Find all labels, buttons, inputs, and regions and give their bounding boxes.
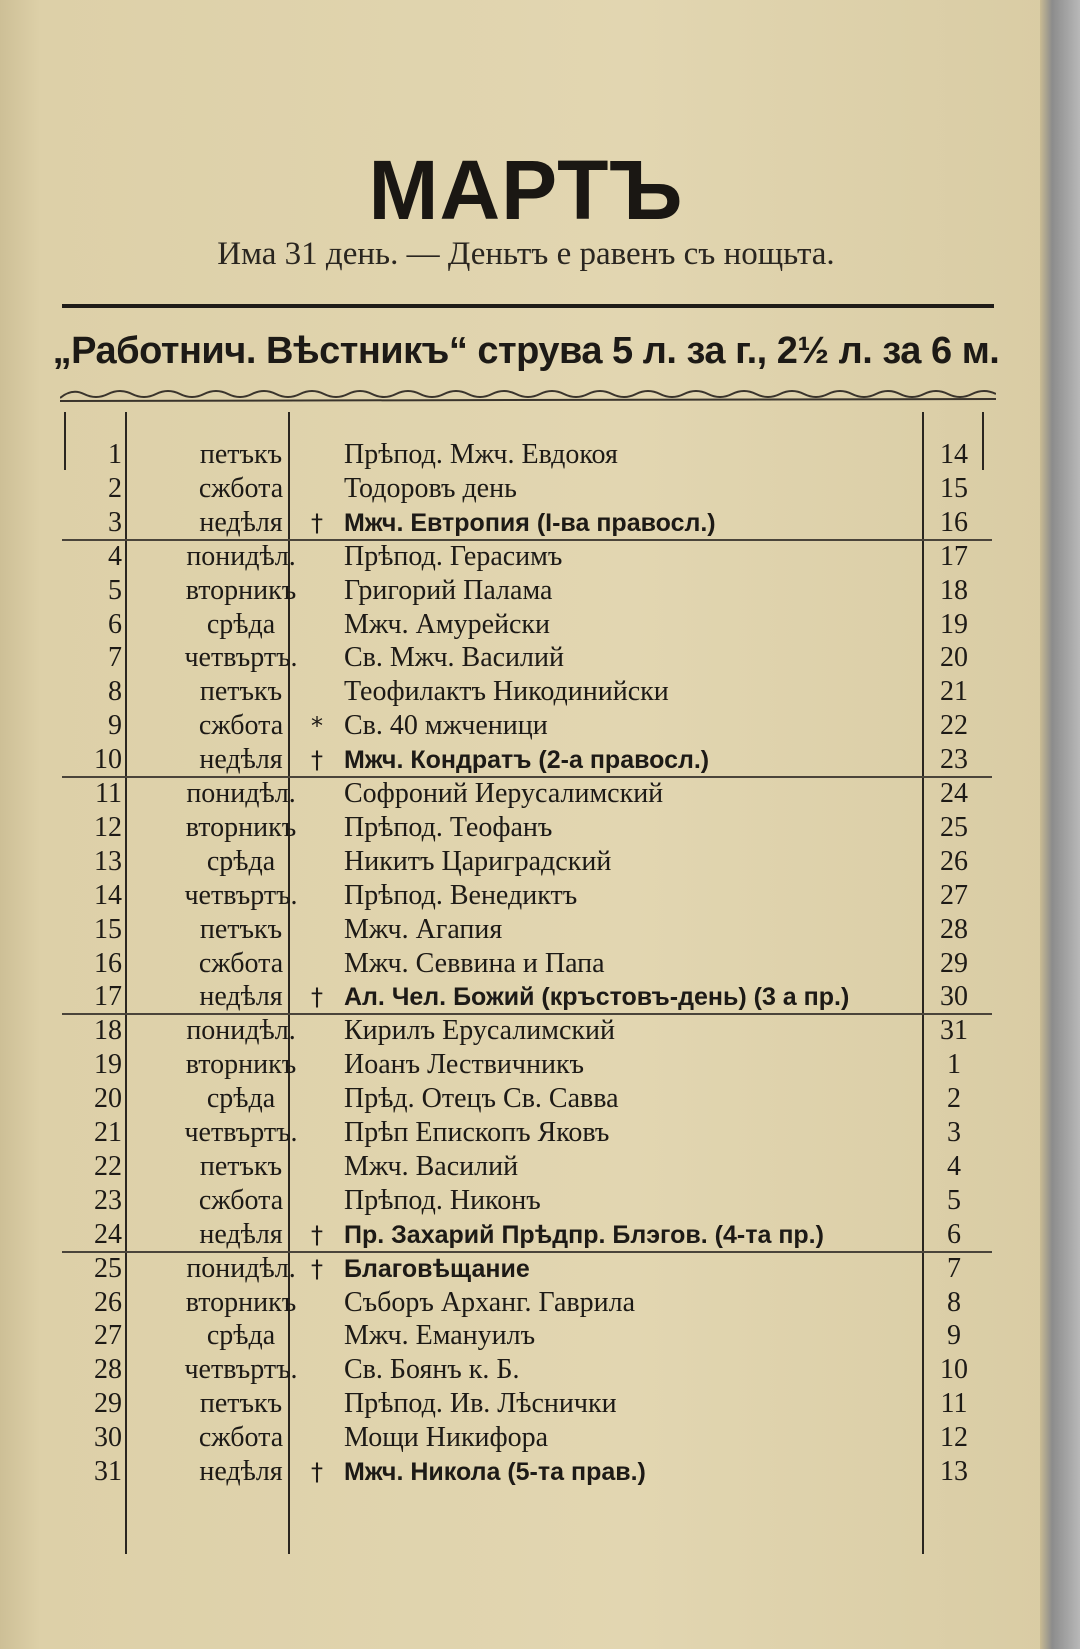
table-row bbox=[62, 980, 992, 1014]
day-number: 26 bbox=[94, 1286, 122, 1318]
table-row bbox=[62, 1252, 992, 1286]
day-number: 29 bbox=[94, 1388, 122, 1420]
table-row bbox=[62, 506, 992, 540]
day-number: 17 bbox=[94, 981, 122, 1013]
table-row bbox=[62, 540, 992, 574]
weekday-name: понидѣл. bbox=[186, 540, 296, 572]
old-style-date: 4 bbox=[947, 1150, 961, 1182]
table-row bbox=[62, 472, 992, 506]
old-style-date: 15 bbox=[940, 472, 968, 504]
table-row bbox=[62, 1048, 992, 1082]
table-row bbox=[62, 811, 992, 845]
saint-name: Ал. Чел. Божий (кръстовъ-день) (3 а пр.) bbox=[344, 983, 850, 1012]
weekday-name: вторникъ bbox=[185, 574, 297, 606]
day-number: 9 bbox=[108, 710, 122, 742]
table-row bbox=[62, 879, 992, 913]
weekday-name: вторникъ bbox=[185, 1286, 297, 1318]
old-style-date: 3 bbox=[947, 1117, 961, 1148]
table-row bbox=[62, 1150, 992, 1184]
cross-icon: † bbox=[311, 1458, 323, 1486]
weekday-name: недѣля bbox=[199, 981, 283, 1013]
old-style-date: 31 bbox=[940, 1015, 968, 1047]
weekday-name: недѣля bbox=[199, 506, 283, 538]
saint-name: Мжч. Агапия bbox=[344, 913, 503, 945]
old-style-date: 10 bbox=[940, 1354, 968, 1386]
table-row bbox=[62, 777, 992, 811]
day-number: 18 bbox=[94, 1015, 122, 1047]
cross-icon: † bbox=[311, 508, 323, 537]
saint-name: Мжч. Севвина и Папа bbox=[344, 947, 605, 979]
table-row bbox=[62, 1014, 992, 1048]
saint-name: Мжч. Евтропия (I-ва правосл.) bbox=[344, 508, 716, 537]
day-number: 10 bbox=[94, 744, 122, 776]
weekday-name: сжбота bbox=[198, 1422, 284, 1454]
weekday-name: вторникъ bbox=[185, 811, 297, 843]
table-row bbox=[62, 845, 992, 879]
saint-name: Св. 40 мжченици bbox=[344, 710, 548, 742]
weekday-name: петъкъ bbox=[199, 439, 283, 470]
saint-name: Прѣпод. Никонъ bbox=[344, 1184, 541, 1216]
saint-name: Благовѣщание bbox=[344, 1254, 530, 1283]
old-style-date: 25 bbox=[940, 811, 968, 843]
saint-name: Пр. Захарий Прѣдпр. Блэгов. (4-та пр.) bbox=[344, 1220, 824, 1249]
day-number: 15 bbox=[94, 913, 122, 945]
day-number: 7 bbox=[108, 642, 122, 674]
table-row bbox=[62, 1082, 992, 1116]
old-style-date: 30 bbox=[940, 981, 968, 1013]
weekday-name: сжбота bbox=[198, 1184, 284, 1216]
saint-name: Кирилъ Ерусалимский bbox=[344, 1015, 615, 1047]
weekday-name: сжбота bbox=[198, 472, 284, 504]
day-number: 3 bbox=[108, 506, 122, 538]
weekday-name: срѣда bbox=[206, 1083, 276, 1115]
day-number: 12 bbox=[94, 811, 122, 843]
asterisk-icon: * bbox=[311, 712, 323, 741]
day-number: 28 bbox=[94, 1354, 122, 1386]
table-row bbox=[62, 438, 992, 472]
weekday-name: четвъртъ. bbox=[184, 879, 298, 911]
saint-name: Мощи Никифора bbox=[344, 1422, 549, 1454]
saint-name: Св. Мжч. Василий bbox=[344, 642, 564, 674]
day-number: 8 bbox=[108, 676, 122, 708]
old-style-date: 20 bbox=[940, 642, 968, 674]
weekday-name: вторникъ bbox=[185, 1049, 297, 1081]
saint-name: Теофилактъ Никодинийски bbox=[344, 676, 669, 708]
table-row bbox=[62, 709, 992, 743]
day-number: 25 bbox=[94, 1252, 122, 1284]
saint-name: Прѣпод. Венедиктъ bbox=[344, 879, 578, 911]
weekday-name: недѣля bbox=[199, 744, 283, 776]
day-number: 21 bbox=[94, 1117, 122, 1148]
weekday-name: понидѣл. bbox=[186, 1015, 296, 1047]
old-style-date: 1 bbox=[947, 1049, 961, 1081]
day-number: 23 bbox=[94, 1184, 122, 1216]
weekday-name: четвъртъ. bbox=[184, 1354, 298, 1386]
old-style-date: 16 bbox=[940, 506, 968, 538]
weekday-name: петъкъ bbox=[199, 913, 283, 945]
weekday-name: петъкъ bbox=[199, 1150, 283, 1182]
table-row bbox=[62, 1184, 992, 1218]
old-style-date: 12 bbox=[940, 1422, 968, 1454]
saint-name: Прѣп Епископъ Яковъ bbox=[344, 1117, 610, 1148]
saint-name: Прѣпод. Герасимъ bbox=[344, 540, 563, 572]
weekday-name: понидѣл. bbox=[186, 1252, 296, 1284]
day-number: 30 bbox=[94, 1422, 122, 1454]
saint-name: Тодоровъ день bbox=[344, 472, 517, 504]
old-style-date: 21 bbox=[940, 676, 968, 708]
table-row bbox=[62, 1319, 992, 1353]
day-number: 27 bbox=[94, 1320, 122, 1352]
old-style-date: 17 bbox=[940, 540, 968, 572]
table-row bbox=[62, 675, 992, 709]
day-number: 20 bbox=[94, 1083, 122, 1115]
table-row bbox=[62, 1286, 992, 1320]
old-style-date: 18 bbox=[940, 574, 968, 606]
old-style-date: 7 bbox=[947, 1252, 961, 1284]
weekday-name: недѣля bbox=[199, 1456, 283, 1487]
old-style-date: 2 bbox=[947, 1083, 961, 1115]
wavy-divider bbox=[60, 384, 996, 404]
saint-name: Мжч. Амурейски bbox=[344, 608, 550, 640]
table-row bbox=[62, 1353, 992, 1387]
table-row bbox=[62, 1218, 992, 1252]
day-number: 11 bbox=[95, 778, 122, 809]
weekday-name: срѣда bbox=[206, 1320, 276, 1352]
table-row bbox=[62, 1421, 992, 1455]
page-title: МАРТЪ bbox=[368, 143, 684, 237]
saint-name: Никитъ Цариградский bbox=[344, 845, 612, 877]
old-style-date: 28 bbox=[940, 913, 968, 945]
day-number: 1 bbox=[108, 439, 122, 470]
saint-name: Прѣпод. Мжч. Евдокоя bbox=[344, 439, 618, 470]
saint-name: Прѣпод. Теофанъ bbox=[344, 811, 553, 843]
weekday-name: четвъртъ. bbox=[184, 642, 298, 674]
saint-name: Мжч. Василий bbox=[344, 1150, 519, 1182]
day-number: 13 bbox=[94, 845, 122, 877]
month-subtitle: Има 31 день. — Деньтъ е равенъ съ нощьта. bbox=[217, 236, 835, 272]
day-number: 2 bbox=[108, 472, 122, 504]
old-style-date: 11 bbox=[940, 1388, 968, 1420]
saint-name: Григорий Палама bbox=[344, 574, 553, 606]
day-number: 5 bbox=[108, 574, 122, 606]
old-style-date: 6 bbox=[947, 1218, 961, 1250]
saint-name: Иоанъ Лествичникъ bbox=[344, 1049, 585, 1081]
subscription-notice: „Работнич. Вѣстникъ“ струва 5 л. за г., 2½ л. за 6 м. bbox=[52, 330, 1000, 372]
saint-name: Съборъ Арханг. Гаврила bbox=[344, 1286, 635, 1318]
table-row bbox=[62, 641, 992, 675]
saint-name: Мжч. Никола (5-та прав.) bbox=[344, 1458, 646, 1486]
old-style-date: 5 bbox=[947, 1184, 961, 1216]
table-row bbox=[62, 913, 992, 947]
divider-rule bbox=[62, 304, 994, 308]
saint-name: Прѣд. Отецъ Св. Савва bbox=[344, 1083, 619, 1115]
day-number: 22 bbox=[94, 1150, 122, 1182]
weekday-name: сжбота bbox=[198, 947, 284, 979]
day-number: 19 bbox=[94, 1049, 122, 1081]
weekday-name: петъкъ bbox=[199, 676, 283, 708]
day-number: 6 bbox=[108, 608, 122, 640]
table-row bbox=[62, 1455, 992, 1489]
table-row bbox=[62, 743, 992, 777]
saint-name: Прѣпод. Ив. Лѣснички bbox=[344, 1388, 617, 1420]
cross-icon: † bbox=[311, 983, 323, 1012]
table-row bbox=[62, 947, 992, 981]
table-row bbox=[62, 1116, 992, 1150]
saint-name: Мжч. Кондратъ (2-а правосл.) bbox=[344, 746, 710, 775]
weekday-name: четвъртъ. bbox=[184, 1117, 298, 1148]
cross-icon: † bbox=[311, 1220, 323, 1249]
weekday-name: срѣда bbox=[206, 608, 276, 640]
old-style-date: 26 bbox=[940, 845, 968, 877]
old-style-date: 24 bbox=[940, 778, 968, 809]
weekday-name: срѣда bbox=[206, 845, 276, 877]
old-style-date: 14 bbox=[940, 439, 968, 470]
day-number: 4 bbox=[108, 540, 122, 572]
day-number: 14 bbox=[94, 879, 122, 911]
table-row bbox=[62, 608, 992, 642]
cross-icon: † bbox=[311, 1254, 323, 1283]
old-style-date: 9 bbox=[947, 1320, 961, 1352]
weekday-name: петъкъ bbox=[199, 1388, 283, 1420]
weekday-name: сжбота bbox=[198, 710, 284, 742]
table-row bbox=[62, 574, 992, 608]
table-row bbox=[62, 1387, 992, 1421]
old-style-date: 22 bbox=[940, 710, 968, 742]
old-style-date: 19 bbox=[940, 608, 968, 640]
old-style-date: 29 bbox=[940, 947, 968, 979]
day-number: 31 bbox=[94, 1456, 122, 1487]
saint-name: Св. Боянъ к. Б. bbox=[344, 1354, 520, 1386]
old-style-date: 27 bbox=[940, 879, 968, 911]
day-number: 24 bbox=[94, 1218, 122, 1250]
weekday-name: понидѣл. bbox=[186, 778, 296, 809]
cross-icon: † bbox=[311, 746, 323, 775]
old-style-date: 13 bbox=[940, 1456, 968, 1487]
day-number: 16 bbox=[94, 947, 122, 979]
saint-name: Мжч. Емануилъ bbox=[344, 1320, 536, 1352]
old-style-date: 23 bbox=[940, 744, 968, 776]
weekday-name: недѣля bbox=[199, 1218, 283, 1250]
old-style-date: 8 bbox=[947, 1286, 961, 1318]
saint-name: Софроний Иерусалимский bbox=[344, 778, 664, 809]
